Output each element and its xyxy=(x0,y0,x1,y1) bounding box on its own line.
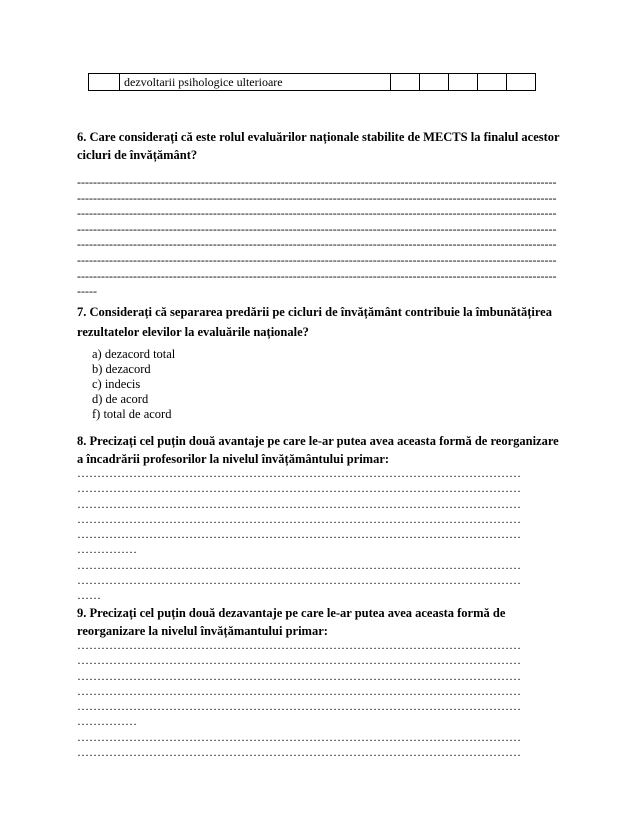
answer-line: ………………………………………………………………………………………………… xyxy=(77,557,521,572)
table-cell-rating xyxy=(507,74,536,91)
answer-line: ------------------------------------------------------------------------------------------------------------------------ xyxy=(77,252,557,267)
table-cell-empty xyxy=(89,74,120,91)
answer-line: ………………………………………………………………………………………………… xyxy=(77,683,521,698)
table-cell-rating xyxy=(449,74,478,91)
option-item: c) indecis xyxy=(92,377,141,391)
table-cell-rating xyxy=(420,74,449,91)
answer-line: ------------------------------------------------------------------------------------------------------------------------ xyxy=(77,221,557,236)
answer-line: ………………………………………………………………………………………………… xyxy=(77,638,521,652)
question-7-options xyxy=(92,347,175,422)
option-item: f) total de acord xyxy=(92,407,172,421)
question-9-answer-area[interactable] xyxy=(77,638,521,760)
answer-line: ------------------------------------------------------------------------------------------------------------------------ xyxy=(77,206,557,221)
answer-line: ----- xyxy=(77,284,97,299)
answer-line: ………………………………………………………………………………………………… xyxy=(77,527,521,542)
table-row xyxy=(89,74,536,91)
option-item: a) dezacord total xyxy=(92,347,176,361)
answer-line: ………………………………………………………………………………………………… xyxy=(77,496,521,511)
answer-line: ………………………………………………………………………………………………… xyxy=(77,466,521,480)
question-6-answer-area[interactable] xyxy=(77,175,561,300)
option-item: d) de acord xyxy=(92,392,149,406)
answer-line: ------------------------------------------------------------------------------------------------------------------------ xyxy=(77,237,557,252)
rating-table-fragment xyxy=(88,73,536,91)
answer-line: ………………………………………………………………………………………………… xyxy=(77,668,521,683)
question-8-title: 8. Precizați cel puțin două avantaje pe care le-ar putea avea aceasta formă de reorganizare a încadrării profesorilor la nivelul învățământului primar: xyxy=(77,434,559,466)
option-item: b) dezacord xyxy=(92,362,151,376)
answer-line: ------------------------------------------------------------------------------------------------------------------------ xyxy=(77,268,557,283)
question-9-title: 9. Precizați cel puțin două dezavantaje pe care le-ar putea avea aceasta formă de reorganizare la nivelul învățămantului primar: xyxy=(77,606,506,638)
answer-line: …… xyxy=(77,588,101,603)
answer-line: ------------------------------------------------------------------------------------------------------------------------ xyxy=(77,190,557,205)
table-cell-rating xyxy=(478,74,507,91)
answer-line: ………………………………………………………………………………………………… xyxy=(77,573,521,588)
answer-line: ………………………………………………………………………………………………… xyxy=(77,729,521,744)
answer-line: …………… xyxy=(77,714,137,729)
answer-line: ………………………………………………………………………………………………… xyxy=(77,699,521,714)
question-8-answer-area[interactable] xyxy=(77,466,521,604)
answer-line: …………… xyxy=(77,542,137,557)
answer-line: ………………………………………………………………………………………………… xyxy=(77,745,521,760)
answer-line: ………………………………………………………………………………………………… xyxy=(77,653,521,668)
table-cell-label: dezvoltarii psihologice ulterioare xyxy=(120,74,391,91)
answer-line: ………………………………………………………………………………………………… xyxy=(77,511,521,526)
question-7-title: 7. Considerați că separarea predării pe cicluri de învățământ contribuie la îmbunătățirea rezultatelor elevilor la evaluările naționale? xyxy=(77,305,552,339)
table-cell-rating xyxy=(391,74,420,91)
question-6-title: 6. Care considerați că este rolul evaluărilor naționale stabilite de MECTS la finalul acestor cicluri de învățământ? xyxy=(77,130,560,162)
answer-line: ………………………………………………………………………………………………… xyxy=(77,481,521,496)
answer-line: ------------------------------------------------------------------------------------------------------------------------ xyxy=(77,175,557,189)
